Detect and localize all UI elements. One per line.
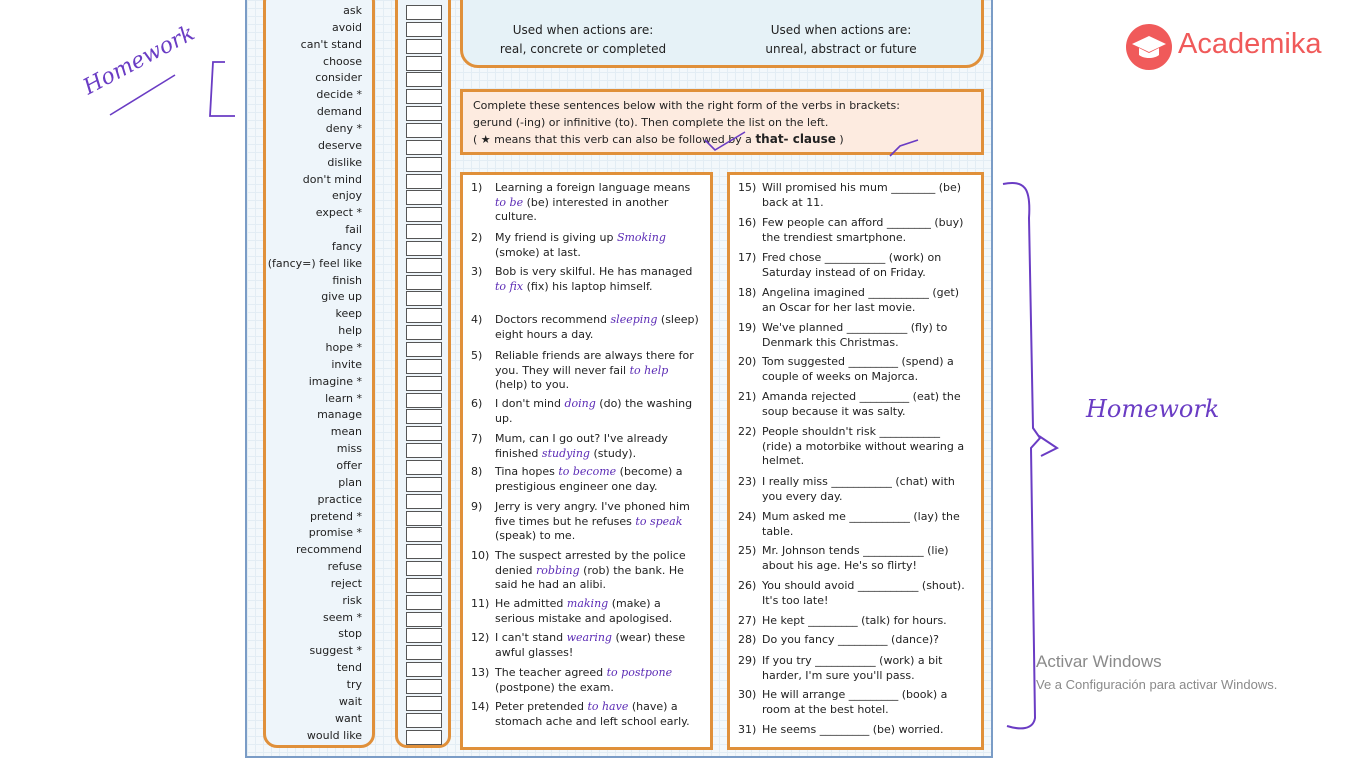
exercise-item — [471, 500, 702, 544]
exercise-number: 8) — [471, 465, 483, 478]
exercise-item — [471, 231, 702, 260]
exercise-item — [471, 631, 702, 660]
answer-checkbox[interactable] — [406, 511, 442, 526]
handwritten-answer[interactable]: Smoking — [616, 231, 666, 244]
exercise-text-after: (wear) these awful glasses! — [495, 631, 686, 659]
exercise-number: 10) — [471, 549, 490, 562]
exercise-text-before: Mum, can I go out? I've already finished — [495, 432, 668, 460]
exercise-item — [471, 549, 702, 593]
verb-item: consider — [315, 71, 362, 85]
verb-item: mean — [330, 425, 362, 439]
answer-checkbox[interactable] — [406, 426, 442, 441]
exercise-text — [495, 549, 702, 593]
exercise-text: Angelina imagined ___________ (get) an Oscar for her last movie. — [762, 286, 959, 314]
answer-checkbox[interactable] — [406, 359, 442, 374]
exercise-item — [738, 390, 973, 419]
verb-item: suggest * — [309, 644, 362, 658]
exercise-text-after: (postpone) the exam. — [495, 680, 614, 694]
answer-checkbox[interactable] — [406, 56, 442, 71]
answer-checkbox[interactable] — [406, 612, 442, 627]
handwritten-answer[interactable]: studying — [541, 446, 590, 460]
exercise-item — [471, 181, 702, 225]
answer-checkbox[interactable] — [406, 174, 442, 189]
exercise-text: If you try ___________ (work) a bit harder, I'm sure you'll pass. — [762, 654, 943, 682]
answer-checkbox[interactable] — [406, 696, 442, 711]
answer-checkbox[interactable] — [406, 494, 442, 509]
exercise-number: 13) — [471, 666, 490, 679]
handwritten-homework-left: Homework — [79, 20, 199, 101]
answer-checkbox[interactable] — [406, 376, 442, 391]
exercise-item — [738, 633, 973, 648]
exercise-number: 22) — [738, 425, 757, 438]
exercise-item — [738, 475, 973, 504]
verb-item: wait — [338, 694, 362, 708]
exercise-text — [495, 700, 702, 729]
answer-checkbox[interactable] — [406, 645, 442, 660]
answer-checkbox[interactable] — [406, 224, 442, 239]
checkbox-column — [395, 0, 451, 748]
handwritten-homework-right: Homework — [1086, 395, 1220, 423]
verb-item: refuse — [327, 560, 362, 574]
exercise-number: 4) — [471, 313, 483, 326]
exercise-number: 12) — [471, 631, 490, 644]
exercise-number: 26) — [738, 579, 757, 592]
handwritten-answer[interactable]: sleeping — [610, 313, 658, 326]
exercise-text — [495, 231, 702, 260]
exercise-number: 21) — [738, 390, 757, 403]
verb-item: ask — [343, 4, 362, 17]
verb-item: finish — [332, 273, 362, 287]
handwritten-answer[interactable]: to help — [629, 363, 669, 377]
watermark-title: Activar Windows — [1036, 652, 1162, 671]
exercise-number: 17) — [738, 251, 757, 264]
verb-item: demand — [316, 105, 362, 119]
exercise-number: 27) — [738, 614, 757, 627]
exercise-text-after: (speak) to me. — [495, 529, 576, 542]
handwritten-answer[interactable]: doing — [564, 397, 596, 410]
exercise-item — [471, 666, 702, 695]
answer-checkbox[interactable] — [406, 241, 442, 256]
answer-checkbox[interactable] — [406, 258, 442, 273]
verb-item: choose — [323, 54, 362, 68]
exercise-text — [495, 500, 702, 544]
exercise-number: 25) — [738, 544, 757, 557]
answer-checkbox[interactable] — [406, 460, 442, 475]
answer-checkbox[interactable] — [406, 89, 442, 104]
exercise-text: You should avoid ___________ (shout). It's too late! — [762, 579, 965, 607]
exercise-number: 18) — [738, 286, 757, 299]
exercise-text: Amanda rejected _________ (eat) the soup because it was salty. — [762, 390, 961, 418]
answer-checkbox[interactable] — [406, 730, 442, 745]
verb-item: practice — [317, 492, 362, 506]
handwritten-answer[interactable]: making — [566, 597, 609, 610]
exercise-text: Mum asked me ___________ (lay) the table. — [762, 510, 960, 538]
verb-item: promise * — [308, 526, 362, 540]
exercise-item — [738, 579, 973, 608]
exercise-text-before: My friend is giving up — [495, 231, 614, 244]
exercise-text-after: (fix) his laptop himself. — [526, 279, 653, 293]
checkmarks-icon — [700, 128, 930, 168]
verb-item: risk — [342, 593, 362, 607]
exercise-text: We've planned ___________ (fly) to Denmark this Christmas. — [762, 321, 948, 349]
exercise-text-before: He admitted — [495, 597, 564, 610]
instructions-line-3: ( ★ means that this verb can also be followed by a that- clause ) — [473, 132, 844, 146]
exercise-text: Do you fancy _________ (dance)? — [762, 633, 939, 646]
exercise-number: 30) — [738, 688, 757, 701]
answer-checkbox[interactable] — [406, 291, 442, 306]
exercise-text: Fred chose ___________ (work) on Saturday instead of on Friday. — [762, 251, 942, 279]
answer-checkbox[interactable] — [406, 190, 442, 205]
exercise-number: 20) — [738, 355, 757, 368]
handwritten-answer[interactable]: to postpone — [606, 666, 673, 679]
exercise-number: 23) — [738, 475, 757, 488]
exercise-text-before: Reliable friends are always there for you. They will never fail — [495, 349, 694, 377]
exercise-item — [471, 313, 702, 342]
exercise-number: 1) — [471, 181, 483, 194]
exercise-item — [738, 510, 973, 539]
exercise-text-after: (become) a prestigious engineer one day. — [495, 465, 683, 493]
answer-checkbox[interactable] — [406, 578, 442, 593]
graduation-cap-icon — [1126, 24, 1172, 70]
instructions-line-1: Complete these sentences below with the right form of the verbs in brackets: — [473, 99, 900, 112]
verb-item: reject — [330, 576, 362, 590]
worksheet — [245, 0, 993, 758]
exercise-number: 24) — [738, 510, 757, 523]
verb-item: give up — [321, 290, 362, 304]
exercise-text — [495, 597, 702, 626]
answer-checkbox[interactable] — [406, 409, 442, 424]
verb-item: deny * — [325, 121, 362, 135]
answer-checkbox[interactable] — [406, 207, 442, 222]
exercise-text-before: Tina hopes — [495, 465, 555, 478]
handwritten-answer[interactable]: to fix — [495, 279, 524, 293]
exercise-number: 3) — [471, 265, 483, 278]
handwritten-answer[interactable]: robbing — [536, 563, 580, 577]
exercise-item — [738, 216, 973, 245]
exercise-text: He will arrange _________ (book) a room at the best hotel. — [762, 688, 948, 716]
exercise-item — [471, 597, 702, 626]
exercise-text-before: I don't mind — [495, 397, 561, 410]
watermark-subtitle: Ve a Configuración para activar Windows. — [1036, 677, 1278, 692]
exercise-text — [495, 631, 702, 660]
verb-item: expect * — [315, 206, 362, 220]
exercise-number: 6) — [471, 397, 483, 410]
verb-item: avoid — [331, 20, 362, 34]
exercise-text-before: The suspect arrested by the police denied — [495, 549, 686, 577]
exercise-text-before: The teacher agreed — [495, 666, 604, 679]
exercise-item — [471, 265, 702, 294]
exercise-text — [495, 465, 702, 494]
verb-item: fail — [345, 223, 362, 237]
exercise-number: 2) — [471, 231, 483, 244]
verb-item: can't stand — [300, 37, 362, 51]
exercise-item — [738, 321, 973, 350]
answer-checkbox[interactable] — [406, 106, 442, 121]
answer-checkbox[interactable] — [406, 393, 442, 408]
verb-item: recommend — [296, 543, 362, 557]
answer-checkbox[interactable] — [406, 22, 442, 37]
exercise-text — [495, 349, 702, 393]
verb-item: invite — [331, 357, 362, 371]
verb-item: manage — [317, 408, 362, 422]
verb-item: seem * — [323, 610, 362, 624]
exercise-item — [738, 181, 973, 210]
exercise-number: 31) — [738, 723, 757, 736]
exercise-text: Few people can afford ________ (buy) the trendiest smartphone. — [762, 216, 964, 244]
verb-item: (fancy=) feel like — [267, 256, 362, 270]
exercise-text-after: (help) to you. — [495, 378, 570, 391]
exercise-item — [738, 286, 973, 315]
answer-checkbox[interactable] — [406, 325, 442, 340]
answer-checkbox[interactable] — [406, 5, 442, 20]
exercise-item — [471, 465, 702, 494]
exercise-item — [738, 614, 973, 629]
exercise-number: 14) — [471, 700, 490, 713]
exercises-right-panel — [727, 172, 984, 750]
answer-checkbox[interactable] — [406, 713, 442, 728]
verb-item: would like — [306, 728, 362, 742]
exercise-text — [495, 181, 702, 225]
answer-checkbox[interactable] — [406, 561, 442, 576]
exercise-text — [495, 666, 702, 695]
exercise-text-after: (study). — [593, 446, 637, 460]
handwritten-answer[interactable]: to speak — [635, 514, 683, 528]
usage-unreal: Used when actions are: unreal, abstract or future — [765, 23, 917, 56]
answer-checkbox[interactable] — [406, 39, 442, 54]
answer-checkbox[interactable] — [406, 72, 442, 87]
verb-item: offer — [336, 458, 362, 472]
verb-item: keep — [335, 307, 362, 321]
exercise-number: 5) — [471, 349, 483, 362]
instructions-line-2: gerund (-ing) or infinitive (to). Then complete the list on the left. — [473, 116, 829, 129]
exercise-number: 16) — [738, 216, 757, 229]
verb-item: fancy — [331, 239, 362, 253]
exercise-text: Tom suggested _________ (spend) a couple of weeks on Majorca. — [762, 355, 954, 383]
exercise-number: 29) — [738, 654, 757, 667]
answer-checkbox[interactable] — [406, 308, 442, 323]
verb-item: imagine * — [308, 374, 362, 388]
verb-item: plan — [338, 475, 362, 489]
answer-checkbox[interactable] — [406, 595, 442, 610]
that-clause-label: that- clause — [755, 132, 836, 146]
exercise-number: 19) — [738, 321, 757, 334]
exercise-item — [738, 654, 973, 683]
exercise-text-after: (sleep) eight hours a day. — [495, 313, 699, 341]
exercise-number: 7) — [471, 432, 483, 445]
exercise-text-after: (smoke) at last. — [495, 245, 581, 259]
answer-checkbox[interactable] — [406, 157, 442, 172]
bracket-left-icon — [105, 60, 245, 135]
exercise-text-after: (be) interested in another culture. — [495, 195, 669, 223]
exercise-text — [495, 432, 702, 461]
exercise-text-before: Bob is very skilful. He has managed — [495, 265, 693, 278]
exercise-number: 9) — [471, 500, 483, 513]
verb-item: stop — [338, 627, 362, 641]
exercise-text: Mr. Johnson tends ___________ (lie) about his age. He's so flirty! — [762, 544, 949, 572]
exercise-text-before: Jerry is very angry. I've phoned him five times but he refuses — [495, 500, 690, 528]
verb-item: dislike — [327, 155, 362, 169]
exercise-text-before: Doctors recommend — [495, 313, 608, 326]
answer-checkbox[interactable] — [406, 662, 442, 677]
exercise-number: 11) — [471, 597, 490, 610]
verb-item: tend — [336, 661, 362, 675]
handwritten-answer[interactable]: to have — [587, 700, 629, 713]
exercise-text-after: (rob) the bank. He said he had an alibi. — [495, 563, 684, 591]
exercise-text-after: (do) the washing up. — [495, 397, 693, 425]
exercise-text-before: Peter pretended — [495, 700, 584, 713]
answer-checkbox[interactable] — [406, 123, 442, 138]
exercise-item — [471, 700, 702, 729]
exercise-text-after: (have) a stomach ache and left school early. — [495, 700, 690, 728]
exercise-item — [738, 251, 973, 280]
answer-checkbox[interactable] — [406, 477, 442, 492]
verb-list-panel — [263, 0, 375, 748]
verb-item: try — [346, 678, 362, 691]
answer-checkbox[interactable] — [406, 679, 442, 694]
exercise-number: 28) — [738, 633, 757, 646]
verb-item: enjoy — [331, 189, 362, 203]
verb-item: deserve — [317, 138, 362, 152]
usage-real: Used when actions are: real, concrete or completed — [499, 23, 667, 56]
handwritten-answer[interactable]: wearing — [566, 631, 612, 644]
exercise-text — [495, 313, 702, 342]
exercise-text: Will promised his mum ________ (be) back at 11. — [762, 181, 962, 209]
answer-checkbox[interactable] — [406, 527, 442, 542]
exercises-left-panel — [460, 172, 713, 750]
exercise-number: 15) — [738, 181, 757, 194]
answer-checkbox[interactable] — [406, 544, 442, 559]
answer-checkbox[interactable] — [406, 275, 442, 290]
verb-item: pretend * — [309, 509, 362, 523]
exercise-text: He kept _________ (talk) for hours. — [762, 614, 947, 627]
exercise-item — [471, 397, 702, 426]
exercise-text: I really miss ___________ (chat) with you every day. — [762, 475, 955, 503]
exercise-text — [495, 265, 702, 294]
usage-panel — [460, 0, 984, 68]
exercise-text — [495, 397, 702, 426]
exercise-text: People shouldn't risk ___________ (ride) a motorbike without wearing a helmet. — [762, 425, 965, 467]
exercise-item — [738, 425, 973, 469]
exercise-item — [738, 723, 973, 738]
exercise-item — [738, 544, 973, 573]
exercise-item — [471, 432, 702, 461]
verb-item: help — [338, 324, 362, 338]
answer-checkbox[interactable] — [406, 443, 442, 458]
verb-item: want — [334, 711, 362, 725]
verb-item: hope * — [325, 341, 362, 354]
exercise-text-after: (make) a serious mistake and apologised. — [495, 597, 673, 625]
exercise-text-before: I can't stand — [495, 631, 564, 644]
handwritten-answer[interactable]: to be — [495, 195, 524, 209]
answer-checkbox[interactable] — [406, 140, 442, 155]
exercise-text-before: Learning a foreign language means — [495, 181, 691, 194]
exercise-item — [471, 349, 702, 393]
verb-item: miss — [336, 442, 362, 456]
logo-text: Academika — [1178, 28, 1322, 60]
exercise-item — [738, 688, 973, 717]
answer-checkbox[interactable] — [406, 342, 442, 357]
verb-item: decide * — [316, 88, 362, 102]
verb-item: learn * — [325, 391, 362, 405]
handwritten-answer[interactable]: to become — [558, 465, 617, 478]
verb-item: don't mind — [302, 172, 362, 186]
exercise-item — [738, 355, 973, 384]
answer-checkbox[interactable] — [406, 628, 442, 643]
exercise-text: He seems _________ (be) worried. — [762, 723, 944, 736]
